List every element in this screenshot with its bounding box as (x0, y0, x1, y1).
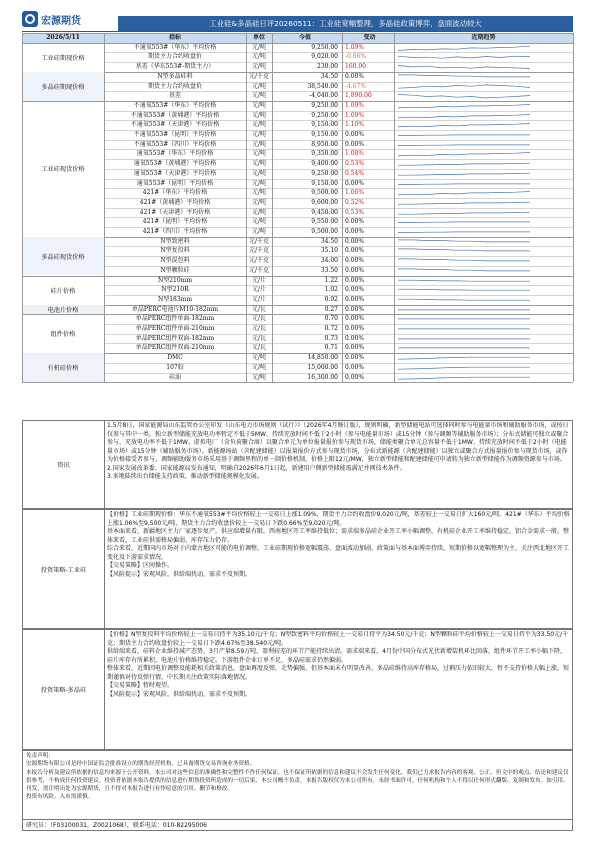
indicator-name: N型210R (161, 286, 189, 294)
unit: 元/吨 (251, 140, 267, 148)
trend-sparkline (394, 295, 534, 305)
indicator-name: 不通氧553#（四川）平均价格 (133, 140, 217, 148)
si_strategy-paragraph: 【风险提示】宏观风险，供给端扰动，需求不及预期。 (107, 570, 252, 578)
current-value: 33.50 (320, 266, 338, 274)
news-paragraph: 1.5月8日，国家能源局山东监管办公室印发《山东电力市场规则（试行）》（2026年4月修订版），规则明确，新型储能电站可选择同时参与电能量市场和辅助服务市场，或按日仅参与其中一类。独立新型储能充放电功率暂定不低于5MW、持续充放时间不低于2小时（参与电能量市场）或15分钟（参与调频等辅助服务市场）；分布式储能可独立或聚合参与，充放电功率不低于1MW。虚拟电厂（含负荷聚合商）以聚合单元为单位报量报价参与现货市场，储能类聚合单元总容量不低于1MW、持续充放时间不低于2小时（电能量市场）或15分钟（辅助服务市场）。新能源场站（含配建储能）以报量报价方式参与现货市场，分布式新能源（含配建储能）以独立或聚合方式报量报价参与现货市场，或作为价格接受者参与。调频辅助服务市场采用基于调频里程的单一制价格机制，价格上限12元/MW，独立新型储能和配建储能可申请转为独立新型储能作为调频资源参与市场。 (107, 422, 569, 464)
trend-sparkline (394, 363, 534, 373)
current-value: 9,150.00 (311, 131, 338, 138)
trend-sparkline (394, 140, 534, 150)
trend-sparkline (394, 130, 534, 140)
current-value: 230.00 (317, 63, 338, 71)
change-value: 0.00% (345, 228, 365, 235)
sparkline-path (398, 259, 530, 261)
column-divider (22, 33, 23, 382)
unit: 元/吨 (251, 101, 267, 109)
current-value: 9,020.00 (311, 53, 338, 61)
sparkline-path (398, 95, 530, 98)
indicator-name: 421#（黄埔港）平均价格 (139, 198, 211, 206)
sparkline-path (398, 299, 530, 300)
trend-sparkline (394, 82, 534, 92)
category-label: 工业硅现货价格 (41, 166, 85, 174)
change-value: 0.00% (345, 286, 365, 294)
sparkline-path (398, 173, 530, 175)
unit: 元/片 (251, 286, 267, 294)
unit: 元/吨 (251, 198, 267, 206)
unit: 元/吨 (251, 150, 267, 158)
unit: 元/吨 (251, 160, 267, 168)
brand-logo (22, 11, 86, 27)
trend-sparkline (394, 208, 534, 218)
trend-sparkline (394, 101, 534, 111)
trend-sparkline (394, 159, 534, 169)
current-value: 9,250.00 (311, 101, 338, 109)
sparkline-path (398, 367, 530, 369)
unit: 元/瓦 (251, 305, 267, 313)
row-divider (22, 382, 573, 383)
indicator-name: 421#（昆明）平均价格 (142, 218, 208, 226)
change-value: 0.00% (345, 315, 365, 323)
current-value: 14,850.00 (307, 354, 338, 362)
current-value: 0.92 (324, 295, 338, 303)
current-value: 38,540.00 (307, 82, 338, 90)
sparkline-path (398, 135, 530, 136)
change-value: 0.00% (345, 305, 365, 313)
indicator-name: 硅油 (168, 373, 181, 381)
indicator-name: N型多晶硅料 (157, 72, 193, 80)
category-label: 多晶硅现货价格 (22, 237, 104, 276)
unit: 元/吨 (251, 43, 267, 51)
sparkline-path (398, 153, 530, 156)
current-value: 0.70 (324, 315, 338, 323)
current-value: 9,250.00 (311, 43, 338, 51)
unit: 元/吨 (251, 208, 267, 216)
disclaimer-paragraph: 投资有风险，入市需谨慎。 (26, 794, 94, 801)
disclaimer-paragraph: 宏源期货有限公司是经中国证监会批准设立的期货经营机构，已具备期货交易咨询业务资格。 (26, 761, 256, 768)
trend-sparkline (394, 62, 534, 72)
si_strategy-paragraph: 【交易策略】区间操作。 (107, 562, 174, 570)
si_strategy-paragraph: 综合来看，近期国内市场对于内蒙古地区可能的电价调整，工业硅期现价格宽幅震荡，盘面波动加剧。政策面与基本面博弈持续，短期价格以宽幅整理为主，关注西北地区开工变化及下游需求情况。 (107, 545, 570, 561)
current-value: 15,000.00 (307, 363, 338, 371)
indicator-name: 基差 (168, 92, 181, 100)
current-value: 9,150.00 (311, 121, 338, 129)
footer-contact: 研究员：（F03100031，Z0021068），联系电话：010-82295006 (22, 820, 573, 831)
category-label: 有机硅价格 (22, 353, 104, 382)
unit: 元/吨 (251, 82, 267, 90)
news-paragraph: 3.多地陆续出台储能支持政策，推动新型储能规模化发展。 (107, 473, 263, 481)
indicator-name: N型210mm (157, 276, 193, 284)
si-strategy-body (107, 511, 570, 629)
si_strategy-paragraph: 【价格】工业硅期现价格：华东不通氧553#平均价格较上一交易日上涨1.09%，期货主力合约收盘价9,020元/吨，基差较上一交易日扩大160元/吨。421#（华东）平均价格上涨1.06%至9,500元/吨，期货主力合约收盘价较上一交易日下跌0.66%至9,020元/吨。 (107, 511, 570, 527)
trend-sparkline (394, 217, 534, 227)
unit: 元/吨 (251, 53, 267, 61)
header-unit: 单位 (252, 34, 265, 41)
poly-strategy-section (22, 629, 573, 750)
current-value: 9,250.00 (311, 169, 338, 177)
current-value: 34.50 (320, 237, 338, 245)
change-value: 0.54% (345, 169, 365, 177)
sparkline-path (398, 104, 530, 107)
disclaimer-paragraph: 免责声明： (26, 753, 54, 759)
header-change: 变动 (363, 34, 376, 41)
trend-sparkline (394, 43, 534, 53)
unit: 元/千克 (248, 72, 270, 80)
trend-sparkline (394, 120, 534, 130)
current-value: 9,500.00 (311, 189, 338, 197)
current-value: 9,500.00 (311, 228, 338, 235)
change-value: 0.00% (345, 363, 365, 371)
current-value: 0.73 (324, 334, 338, 342)
unit: 元/吨 (251, 373, 267, 381)
unit: 元/瓦 (251, 315, 267, 323)
indicator-name: 不通氧553#（黄埔港）平均价格 (130, 111, 220, 119)
news-body (107, 422, 570, 509)
change-value: 1.09% (345, 111, 365, 119)
current-value: 9,250.00 (311, 111, 338, 119)
indicator-name: 不通氧553#（昆明）平均价格 (133, 131, 217, 138)
change-value: 0.00% (345, 325, 365, 332)
current-value: 1.22 (324, 276, 338, 284)
disclaimer (22, 750, 573, 820)
unit: 元/吨 (251, 63, 267, 71)
indicator-name: 107胶 (166, 363, 184, 371)
trend-sparkline (394, 353, 534, 363)
column-divider (394, 33, 395, 382)
trend-sparkline (394, 169, 534, 179)
change-value: 0.00% (345, 247, 365, 255)
indicator-name: N型混包料 (160, 257, 190, 265)
indicator-name: 不通氧553#（华东）平均价格 (133, 43, 217, 51)
trend-sparkline (394, 179, 534, 189)
unit: 元/千克 (248, 266, 270, 274)
change-value: 0.00% (345, 334, 365, 342)
unit: 元/千克 (248, 257, 270, 265)
unit: 元/片 (251, 276, 267, 284)
sparkline-path (398, 84, 530, 87)
current-value: 34.50 (320, 72, 338, 80)
change-value: 0.00% (345, 295, 365, 303)
report-title: 工业硅&多晶硅日评20260511：工业硅宽幅整理，多晶硅政策博弈，盘面波动较大 (118, 16, 573, 31)
change-value: 0.00% (345, 179, 365, 187)
column-divider (573, 33, 574, 382)
indicator-name: 期货主力合约收盘价 (147, 53, 202, 61)
current-value: 8,950.00 (311, 140, 338, 148)
sparkline-path (398, 280, 530, 281)
trend-sparkline (394, 343, 534, 353)
sparkline-path (398, 163, 530, 165)
unit: 元/片 (251, 295, 267, 303)
sparkline-path (398, 222, 530, 223)
unit: 元/瓦 (251, 344, 267, 352)
indicator-name: 基差（华东553#-期货主力） (135, 63, 215, 71)
unit: 元/吨 (251, 121, 267, 129)
header-trend: 近期趋势 (471, 34, 496, 41)
trend-sparkline (394, 227, 534, 237)
poly-strategy-label: 投资策略-多晶硅 (23, 630, 105, 749)
current-value: 9,600.00 (311, 198, 338, 206)
trend-sparkline (394, 285, 534, 295)
current-value: -4,040.00 (309, 92, 338, 100)
indicator-name: 通氧553#（昆明）平均价格 (136, 179, 214, 187)
change-value: 0.00% (345, 131, 365, 138)
category-label: 多晶硅期现价格 (22, 72, 104, 101)
title-divider (22, 31, 573, 32)
sparkline-path (398, 192, 530, 195)
indicator-name: 不通氧553#（华东）平均价格 (133, 101, 217, 109)
sparkline-path (398, 269, 530, 271)
indicator-name: 单晶PERC组件单面-182mm (135, 315, 215, 323)
unit: 元/千克 (248, 237, 270, 245)
change-value: 0.00% (345, 218, 365, 226)
logo-icon (22, 11, 38, 27)
sparkline-path (398, 232, 530, 233)
sparkline-path (398, 114, 530, 117)
trend-sparkline (394, 111, 534, 121)
change-value: 0.53% (345, 208, 365, 216)
change-value: 0.00% (345, 72, 365, 80)
trend-sparkline (394, 305, 534, 315)
disclaimer-paragraph: 本报告分析及建议所依据的信息均来源于公开资料，本公司对这些信息的准确性和完整性不作任何保证，也不保证所依据的信息和建议不会发生任何变化。我们已力求报告内容的客观、公正，但文中的观点、结论和建议仅供参考，不构成任何投资建议。投资者依据本报告提供的信息进行期货投资所造成的一切后果，本公司概不负责。本报告版权仅为本公司所有，未经书面许可，任何机构和个人不得以任何形式翻版、复制和发布。如引用、刊发，需注明出处为宏源期货，且不得对本报告进行有悖原意的引用、删节和修改。 (26, 769, 569, 793)
trend-sparkline (394, 314, 534, 324)
indicator-name: 通氧553#（天津港）平均价格 (133, 169, 217, 177)
change-value: -4.67% (345, 82, 367, 90)
unit: 元/吨 (251, 363, 267, 371)
change-value: 0.00% (345, 266, 365, 274)
indicator-name: 单晶PERC组件双面-182mm (135, 334, 215, 342)
news-section (22, 420, 573, 509)
current-value: 35.10 (320, 247, 338, 255)
trend-sparkline (394, 276, 534, 286)
current-value: 9,450.00 (311, 208, 338, 216)
sparkline-path (398, 66, 530, 69)
sparkline-path (398, 289, 530, 290)
indicator-name: DMC (167, 354, 183, 362)
column-divider (272, 33, 273, 382)
sparkline-path (398, 240, 530, 242)
trend-sparkline (394, 373, 534, 383)
sparkline-path (398, 75, 530, 77)
si_strategy-paragraph: 基本面来看，新疆地区主力厂家逐步复产，供应端增量有限，西南地区开工率维持低位；需求端多晶硅企业开工率小幅调整，有机硅企业开工率维持稳定，铝合金需求一般。整体来看，工业硅供需格局偏弱，库存压力仍存。 (107, 528, 570, 544)
indicator-name: 单晶PERC电池片M10-182mm (131, 305, 219, 313)
category-label: 硅片价格 (50, 287, 76, 295)
change-value: 0.53% (345, 160, 365, 168)
news-label: 资讯 (23, 421, 105, 508)
current-value: 16,300.00 (307, 373, 338, 381)
unit: 元/吨 (251, 131, 267, 138)
poly_strategy-paragraph: 【交易策略】暂时观望。 (107, 682, 174, 690)
change-value: 0.00% (345, 140, 365, 148)
change-value: 0.00% (345, 354, 365, 362)
unit: 元/千克 (248, 247, 270, 255)
indicator-name: 421#（华东）平均价格 (142, 189, 208, 197)
sparkline-path (398, 145, 530, 146)
indicator-name: 通氧553#（黄埔港）平均价格 (133, 160, 217, 168)
trend-sparkline (394, 72, 534, 82)
poly_strategy-paragraph: 【价格】N型复投料平均价格较上一交易日持平为35.10元/千克；N型致密料平均价格较上一交易日持平为34.50元/千克；N型颗粒硅平均价格较上一交易日持平为33.50元/千克；期货主力合约收盘价较上一交易日下跌4.67%至38,540元/吨。 (107, 631, 569, 647)
indicator-name: N型致密料 (160, 237, 190, 245)
trend-sparkline (394, 149, 534, 159)
poly_strategy-paragraph: 【风险提示】宏观风险，供给端扰动，需求不及预期。 (107, 690, 252, 698)
change-value: 1.09% (345, 43, 365, 51)
trend-sparkline (394, 198, 534, 208)
change-value: 0.00% (345, 344, 365, 352)
current-value: 9,400.00 (311, 160, 338, 168)
current-value: 9,350.00 (311, 150, 338, 158)
trend-sparkline (394, 91, 534, 101)
trend-sparkline (394, 256, 534, 266)
change-value: 0.00% (345, 373, 365, 381)
unit: 元/吨 (251, 179, 267, 187)
header-name: 指标 (168, 34, 181, 41)
poly_strategy-paragraph: 整体来看，近期因电价调整及能耗相关政策消息，盘面再度反弹，走势偏强，但基本面未有明显改善，多晶硅维持高库存格局，过剩压力依旧较大，暂不支持价格大幅上涨，短期谨慎对待反弹行情，中长期关注政策实际落地情况。 (107, 665, 570, 681)
change-value: 0.00% (345, 257, 365, 265)
trend-sparkline (394, 246, 534, 256)
header-value: 今值 (298, 34, 311, 41)
unit: 元/吨 (251, 169, 267, 177)
change-value: 160.00 (345, 63, 366, 71)
change-value: 1.09% (345, 101, 365, 109)
indicator-name: N型复投料 (160, 247, 190, 255)
sparkline-path (398, 183, 530, 184)
indicator-name: 不通氧553#（天津港）平均价格 (130, 121, 220, 129)
sparkline-path (398, 377, 530, 379)
unit: 元/吨 (251, 189, 267, 197)
sparkline-path (398, 57, 530, 59)
sparkline-path (398, 202, 530, 204)
poly_strategy-paragraph: 供给端来看，硅料企业维持减产态势，3月产量8.59万吨，盈利较差的环节产能持续出清。需求端来看，4月份中国分布式光伏新增装机环比回落，组件环节开工率小幅下降，硅片库存有所累积，电池片价格维持稳定。下游组件企业订单不足，多晶硅需求仍然偏弱。 (107, 648, 566, 664)
indicator-name: N型183mm (157, 295, 193, 303)
indicator-name: N型颗粒硅 (160, 266, 190, 274)
current-value: 0.71 (324, 344, 338, 352)
current-value: 34.00 (320, 257, 338, 265)
poly-strategy-body (107, 631, 570, 750)
trend-sparkline (394, 237, 534, 247)
current-value: 0.72 (324, 325, 338, 332)
sparkline-path (398, 46, 530, 50)
change-value: -0.66% (345, 53, 367, 61)
current-value: 9,550.00 (311, 218, 338, 226)
unit: 元/吨 (251, 92, 267, 100)
indicator-name: 单晶PERC组件双面-210mm (135, 344, 215, 352)
news-paragraph: 2.国家发展改革委、国家能源局发布通知，明确自2026年6月1日起，新建用户侧新型储能需满足并网技术条件。 (107, 464, 406, 472)
trend-sparkline (394, 334, 534, 344)
indicator-name: 421#（四川）平均价格 (142, 228, 208, 235)
unit: 元/吨 (251, 228, 267, 235)
category-label: 电池片价格 (22, 305, 104, 315)
indicator-name: 通氧553#（华东）平均价格 (136, 150, 214, 158)
category-label: 工业硅期现价格 (41, 54, 85, 62)
trend-sparkline (394, 266, 534, 276)
indicator-name: 单晶PERC组件单面-210mm (135, 325, 215, 332)
sparkline-path (398, 124, 530, 127)
change-value: 1.06% (345, 189, 365, 197)
unit: 元/吨 (251, 218, 267, 226)
sparkline-path (398, 357, 530, 359)
indicator-name: 421#（天津港）平均价格 (139, 208, 211, 216)
indicator-name: 期货主力合约收盘价 (147, 82, 202, 90)
unit: 元/吨 (251, 354, 267, 362)
current-value: 9,150.00 (311, 179, 338, 187)
si-strategy-label: 投资策略-工业硅 (23, 510, 105, 628)
change-value: 0.52% (345, 198, 365, 206)
trend-sparkline (394, 52, 534, 62)
unit: 元/瓦 (251, 334, 267, 342)
trend-sparkline (394, 188, 534, 198)
current-value: 1.02 (324, 286, 338, 294)
trend-sparkline (394, 324, 534, 334)
logo-text: 宏源期货 (41, 16, 81, 27)
sparkline-path (398, 212, 530, 214)
column-divider (104, 33, 105, 382)
category-label: 组件价格 (50, 331, 76, 339)
header-date: 2026/5/11 (46, 34, 80, 41)
unit: 元/瓦 (251, 325, 267, 332)
column-divider (342, 33, 343, 382)
change-value: 0.00% (345, 276, 365, 284)
column-divider (246, 33, 247, 382)
change-value: 0.00% (345, 237, 365, 245)
change-value: 1,890.00 (345, 92, 372, 100)
sparkline-path (398, 249, 530, 251)
si-strategy-section (22, 509, 573, 629)
unit: 元/吨 (251, 111, 267, 119)
current-value: 0.27 (324, 305, 338, 313)
change-value: 1.10% (345, 121, 365, 129)
change-value: 1.08% (345, 150, 365, 158)
